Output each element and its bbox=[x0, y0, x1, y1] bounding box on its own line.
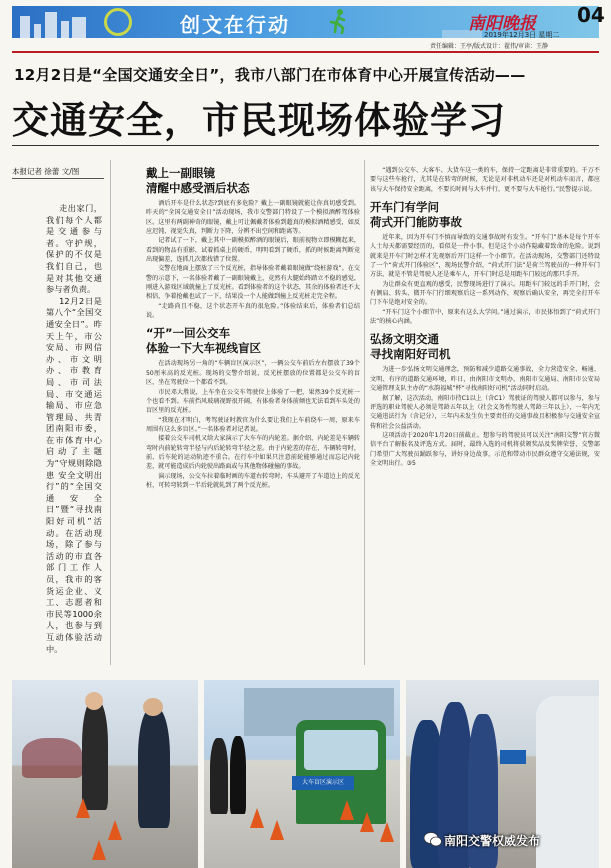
skyline-building bbox=[20, 16, 30, 38]
bus-windshield bbox=[304, 730, 378, 770]
traffic-cone-icon bbox=[250, 808, 264, 828]
traffic-cone-icon bbox=[340, 800, 354, 820]
skyline-building bbox=[34, 24, 41, 38]
traffic-cone-icon bbox=[92, 840, 106, 860]
body-paragraph: 交警在地面上摆放了三个反光桩，指导体验者戴着眼镜做“绕桩游戏”。在交警的示意下，一名体验者戴了一副眼镜戴上，竟然有大腿始终踏立不稳的感觉，刚进入游戏区域就撞上了反光桩。看到体验者的这个状态，其余的体验者还不太相信，争着抢戴也试了一下，结果没一个人能做到撞上反光桩走完全程。 bbox=[146, 265, 360, 301]
runner-icon bbox=[328, 8, 348, 34]
lead-column bbox=[46, 203, 102, 655]
person-shape bbox=[210, 738, 228, 814]
skyline-building bbox=[45, 12, 57, 38]
subheading bbox=[146, 326, 360, 355]
body-paragraph: “遇到公交车、大客车、大货车这一类的车，保持一定距离是非常重要的。千万不要与这些车抢行，尤其是在转弯的时候，无论是对非机动车还是对机动车而言，都应该与大车保持安全距离，不要长时间与大车并行，更不要与大车抢行。”民警提示说。 bbox=[370, 167, 600, 193]
newspaper-logo: 南阳晚报 bbox=[468, 14, 536, 34]
body-paragraph: “我现在才明白，考驾驶证时教官为什么要让我们上车前绕车一周，原来车周围有这么多盲区。”一名体验者对记者说。 bbox=[146, 416, 360, 433]
subheading-line: “开”一回公交车 bbox=[146, 326, 231, 341]
byline: 本报记者 徐蕾 文/图 bbox=[12, 167, 80, 176]
watermark-text: 南阳交警权威发布 bbox=[444, 834, 541, 848]
blindspot-sign: 大车盲区演示区 bbox=[292, 776, 354, 790]
skyline-building bbox=[72, 17, 86, 38]
ring-ornament-icon bbox=[104, 8, 132, 36]
section-title: 创文在行动 bbox=[180, 13, 290, 37]
subheading bbox=[146, 166, 360, 195]
traffic-cone-icon bbox=[108, 820, 122, 840]
body-paragraph: 演示现场，公交车拉着临时画的车道右转弯时，车头避开了车道边上的反光桩，可转弯转到一半后轮就轧到了两个反光桩。 bbox=[146, 472, 360, 489]
subheading-line: 弘扬文明交通 bbox=[370, 332, 439, 347]
subheading-line: 清醒中感受酒后状态 bbox=[146, 180, 250, 195]
info-sign bbox=[500, 750, 526, 764]
main-headline: 交通安全，市民现场体验学习 bbox=[12, 99, 506, 142]
subheading bbox=[370, 332, 600, 361]
body-paragraph: 酒后开车是什么状态?到底有多危险？戴上一副眼镜就能让你真切感受到。昨天的“全国交通安全日”活动现场，我市交警部门特设了一个模拟酒醉驾体验区。这里有两副神奇的眼镜，戴上可让佩戴者体验到超真的模拟酒精感受，如反应迟钝、视觉失真，判断力下降，分辨不出空间和距离等。 bbox=[146, 200, 360, 236]
body-paragraph: 在活动现场另一角的“车辆盲区演示区”，一辆公交车前后左右摆放了39个50厘米高的反光桩。现场的交警介绍说，反光桩摆放的位置都是公交车的盲区，坐在驾驶位一个都看不到。 bbox=[146, 360, 360, 387]
body-paragraph: “开车门这个小细节中，原来有这么大学问。”通过演示，市民体悟到了“荷式开门法”的核心内涵。 bbox=[370, 308, 600, 326]
car-shape bbox=[536, 696, 599, 868]
issue-date: 2019年12月3日 星期二 bbox=[484, 31, 560, 39]
body-paragraph: 这项活动于2020年1月20日前截止。想参与的驾驶员可以关注“南阳交警”官方微信平台了解报名及评选方式。届时，最终入选的司机将获颁奖品及奖牌荣誉，交警部门希望广大驾驶员踊跃参与，讲好身边故事，示范和带动市民群众遵守交通法规，安全文明出行。③5 bbox=[370, 431, 600, 467]
header-rule bbox=[12, 51, 599, 53]
body-paragraph: 为进一步弘扬文明交通理念，预防和减少道路交通事故，全力营造安全、畅通、文明、有序的道路交通环境，昨日，由南阳市文明办、南阳市交通局、南阳市公安局交通管理支队主办的“水韵福城”杯“寻找南阳好司机”活动同时启动。 bbox=[370, 366, 600, 393]
photo-drunk-goggles bbox=[12, 680, 198, 868]
wechat-icon bbox=[424, 832, 442, 847]
body-paragraph: 记者试了一下，戴上其中一副模拟醉酒的眼镜后，眼前视物立即模糊起来，看到的物品有重影，试着抓桌上的硬币，明明看到了硬币，抓的时候距离判断竟出现偏差，连抓几次都找错了位置。 bbox=[146, 237, 360, 264]
column-divider bbox=[110, 160, 111, 665]
kicker-headline: 12月2日是“全国交通安全日”，我市八部门在市体育中心开展宣传活动—— bbox=[14, 66, 526, 84]
editors-credit: 责任编辑：王亭/版式设计：翟伟/审读：王静 bbox=[430, 43, 549, 50]
traffic-cone-icon bbox=[76, 798, 90, 818]
body-paragraph: 市民邓大胜说，上车坐在公交车驾驶位上体验了一把，果然39个反光桩一个也看不到。车前挡风玻璃视野很开阔，有体验者身体前倾也无法看到车头处的盲区里的反光桩。 bbox=[146, 388, 360, 415]
person-shape bbox=[82, 700, 108, 810]
body-paragraph: 接着公交车司机又给大家演示了大车车的内轮差。据介绍，内轮差是车辆转弯时内前轮转弯半径与内后轮转弯半径之差。由于内轮差的存在，车辆转弯时，前、后车轮的运动轨迹不重合。在行车中如果只注意前轮能够通过而忘记内轮差，就可能造成后内轮驶出路面或与其他物体碰撞的事故。 bbox=[146, 435, 360, 471]
traffic-cone-icon bbox=[360, 812, 374, 832]
skyline-building bbox=[61, 21, 69, 38]
body-paragraph: “走路尚且不稳，这个状态开车真的很危险。”体验结束后，体验者们总结说。 bbox=[146, 302, 360, 320]
crowd-shape bbox=[22, 738, 82, 778]
page-number: 04 bbox=[577, 3, 605, 27]
byline-rule bbox=[12, 178, 104, 179]
subheading-line: 荷式开门能防事故 bbox=[370, 214, 462, 229]
subheading bbox=[370, 200, 600, 229]
body-paragraph: 为让群众有更直观的感受，民警现场进行了演示。用距车门较远的手开门时，会有侧肩、转头、微开车门行细观察后这一系列动作，观察后确认安全，再完全打开车门下车是绝对安全的。 bbox=[370, 280, 600, 307]
headline-rule bbox=[12, 145, 599, 146]
person-head bbox=[85, 692, 103, 710]
traffic-cone-icon bbox=[380, 822, 394, 842]
police-shape bbox=[138, 708, 170, 828]
column-divider bbox=[364, 160, 365, 665]
traffic-cone-icon bbox=[270, 820, 284, 840]
person-head bbox=[143, 698, 163, 716]
body-paragraph: 据了解，这次活动，南阳市持C1以上（含C1）驾驶证的驾驶人都可以参与，参与评选的职业驾驶人必须是驾龄五年以上（社会义务性驾驶人驾龄三年以上），一年内无交通违法行为（含记分），三年内未发生负主要责任的交通事故且积极参与交通安全宣传和社会公益活动。 bbox=[370, 394, 600, 430]
subheading-line: 寻找南阳好司机 bbox=[370, 346, 451, 361]
subheading-line: 体验一下大车视线盲区 bbox=[146, 340, 261, 355]
photo-bus-blindspot bbox=[204, 680, 400, 868]
body-paragraph: 近年来，因为开车门不慎而导致的交通事故时有发生。“开车门”基本是每个开车人士每天都需要经历的，看似是一件小事，但是这个小动作隐藏着致命的危险。说到就来是开车门时怎样才先观察后开门这样一个小细节。在活动现场，交警部门还特设了一个“荷式开门体验区”，现场民警介绍，“荷式开门法”是荷兰驾驶员的一种开车门方法，就是不管是驾驶人还是乘车人，开车门时总是用距车门较远的那只手开。 bbox=[370, 234, 600, 279]
subheading-line: 开车门有学问 bbox=[370, 200, 439, 215]
person-shape bbox=[230, 736, 246, 814]
article-column-left bbox=[146, 166, 360, 490]
lead-paragraph: 12月2日是第八个“全国交通安全日”。昨天上午，市公安局、市网信办、市文明办、市教育局、市司法局、市交通运输局、市应急管理局、共青团南阳市委，在市体育中心启动了主题为“守规则除隐患 安全文明出行”的“全国交通安全日”暨“寻找南阳好司机”活动。在活动现场，除了参与活动的市直各部门工作人员，我市的客货运企业、义工、志愿者和市民等1000余人，也参与到互动体验活动中。 bbox=[46, 295, 102, 654]
article-column-right bbox=[370, 166, 600, 468]
lead-paragraph: 走出家门，我们每个人都是交通参与者。守护规，保护的不仅是我们自己，也是对其他交通参与者负责。 bbox=[46, 203, 102, 295]
subheading-line: 戴上一副眼镜 bbox=[146, 166, 215, 180]
